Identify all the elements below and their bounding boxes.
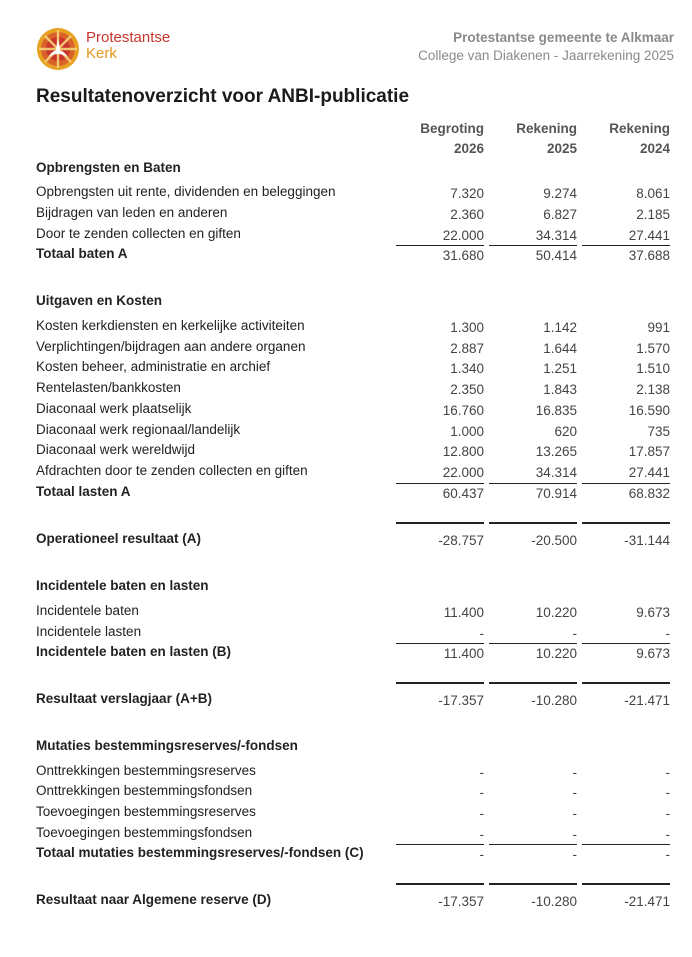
cell-value: -17.357: [438, 693, 484, 708]
cell-value: 27.441: [628, 228, 670, 243]
row-label: Afdrachten door te zenden collecten en giften: [36, 463, 308, 478]
protestantse-kerk-logo: [36, 27, 80, 71]
cell-value: 13.265: [535, 444, 577, 459]
cell-value: 1.644: [543, 341, 577, 356]
cell-value: -31.144: [624, 533, 670, 548]
cell-value: 735: [647, 424, 670, 439]
document-subtitle: College van Diakenen - Jaarrekening 2025: [418, 48, 674, 63]
cell-value: 1.251: [543, 361, 577, 376]
cell-value: -: [665, 827, 670, 842]
cell-value: 16.835: [535, 403, 577, 418]
subtotal-divider: [396, 483, 484, 484]
table-row: [0, 226, 692, 246]
cell-value: 1.843: [543, 382, 577, 397]
cell-value: -: [479, 765, 484, 780]
row-label: Resultaat naar Algemene reserve (D): [36, 892, 272, 907]
cell-value: 16.760: [442, 403, 484, 418]
row-label: Toevoegingen bestemmingsreserves: [36, 804, 256, 819]
subtotal-divider: [396, 844, 484, 845]
cell-value: -10.280: [531, 894, 577, 909]
subtotal-divider: [489, 483, 577, 484]
row-label: Onttrekkingen bestemmingsreserves: [36, 763, 256, 778]
cell-value: -: [572, 765, 577, 780]
total-row: [0, 644, 692, 664]
result-divider: [489, 682, 577, 684]
cell-value: 2.360: [450, 207, 484, 222]
table-row: [0, 401, 692, 421]
cell-value: -: [479, 806, 484, 821]
cell-value: -: [572, 806, 577, 821]
result-row: [0, 691, 692, 711]
cell-value: -: [479, 847, 484, 862]
organisation-name: Protestantse gemeente te Alkmaar: [453, 30, 674, 45]
section-heading: [0, 293, 692, 313]
cell-value: 12.800: [442, 444, 484, 459]
table-row: [0, 318, 692, 338]
table-row: [0, 380, 692, 400]
result-divider: [396, 522, 484, 524]
table-row: [0, 442, 692, 462]
subtotal-divider: [396, 245, 484, 246]
document-header: [418, 29, 674, 65]
logo-wordmark: [86, 30, 170, 62]
column-header-line: Begroting: [420, 121, 484, 136]
section-heading: [0, 160, 692, 180]
table-row: [0, 339, 692, 359]
table-row: [0, 359, 692, 379]
row-label: Kosten beheer, administratie en archief: [36, 359, 271, 374]
row-label: Incidentele lasten: [36, 624, 142, 639]
cell-value: -10.280: [531, 693, 577, 708]
cell-value: 60.437: [442, 486, 484, 501]
cell-value: -: [572, 827, 577, 842]
cell-value: 1.000: [450, 424, 484, 439]
cell-value: 22.000: [442, 228, 484, 243]
cell-value: 8.061: [636, 186, 670, 201]
page-title: Resultatenoverzicht voor ANBI-publicatie: [36, 86, 410, 107]
row-label: Incidentele baten: [36, 603, 139, 618]
result-divider: [489, 883, 577, 885]
cell-value: -21.471: [624, 693, 670, 708]
section-heading: [0, 738, 692, 758]
column-header-begroting-2026: [396, 119, 484, 159]
cell-value: 620: [554, 424, 577, 439]
cell-value: -20.500: [531, 533, 577, 548]
cell-value: 1.340: [450, 361, 484, 376]
cell-value: -: [665, 626, 670, 641]
logo-line-1: Protestantse: [86, 29, 171, 46]
cell-value: -21.471: [624, 894, 670, 909]
cell-value: -: [665, 765, 670, 780]
cell-value: -28.757: [438, 533, 484, 548]
result-divider: [582, 682, 670, 684]
row-label: Mutaties bestemmingsreserves/-fondsen: [36, 738, 298, 753]
subtotal-divider: [489, 643, 577, 644]
subtotal-divider: [489, 844, 577, 845]
table-row: [0, 603, 692, 623]
cell-value: -: [479, 626, 484, 641]
row-label: Resultaat verslagjaar (A+B): [36, 691, 212, 706]
cell-value: -: [572, 785, 577, 800]
cell-value: 27.441: [628, 465, 670, 480]
table-row: [0, 422, 692, 442]
column-header-year: 2025: [546, 141, 577, 156]
section-heading: [0, 578, 692, 598]
cell-value: 17.857: [628, 444, 670, 459]
table-row: [0, 463, 692, 483]
result-divider: [396, 682, 484, 684]
cell-value: -: [479, 785, 484, 800]
column-header-line: Rekening: [609, 121, 670, 136]
total-row: [0, 246, 692, 266]
table-row: [0, 205, 692, 225]
cell-value: 70.914: [535, 486, 577, 501]
result-divider: [489, 522, 577, 524]
cell-value: 9.673: [636, 605, 670, 620]
row-label: Verplichtingen/bijdragen aan andere organen: [36, 339, 306, 354]
cell-value: 1.142: [543, 320, 577, 335]
cell-value: 10.220: [535, 605, 577, 620]
row-label: Diaconaal werk wereldwijd: [36, 442, 196, 457]
logo-line-2: Kerk: [86, 45, 117, 62]
column-header-line: Rekening: [516, 121, 577, 136]
row-label: Diaconaal werk plaatselijk: [36, 401, 192, 416]
table-row: [0, 184, 692, 204]
cell-value: -17.357: [438, 894, 484, 909]
subtotal-divider: [582, 245, 670, 246]
cell-value: 34.314: [535, 228, 577, 243]
row-label: Incidentele baten en lasten: [36, 578, 209, 593]
column-header-rekening-2025: [489, 119, 577, 159]
cell-value: -: [665, 806, 670, 821]
cell-value: 7.320: [450, 186, 484, 201]
row-label: Rentelasten/bankkosten: [36, 380, 181, 395]
cell-value: 31.680: [442, 248, 484, 263]
subtotal-divider: [396, 643, 484, 644]
cell-value: 2.887: [450, 341, 484, 356]
cell-value: 6.827: [543, 207, 577, 222]
table-row: [0, 783, 692, 803]
row-label: Onttrekkingen bestemmingsfondsen: [36, 783, 253, 798]
cell-value: 9.274: [543, 186, 577, 201]
table-row: [0, 804, 692, 824]
cell-value: 2.185: [636, 207, 670, 222]
cell-value: 50.414: [535, 248, 577, 263]
cell-value: 68.832: [628, 486, 670, 501]
total-row: [0, 484, 692, 504]
row-label: Toevoegingen bestemmingsfondsen: [36, 825, 253, 840]
cell-value: 11.400: [443, 605, 484, 620]
cell-value: 1.300: [450, 320, 484, 335]
table-row: [0, 825, 692, 845]
row-label: Bijdragen van leden en anderen: [36, 205, 228, 220]
cell-value: 1.510: [636, 361, 670, 376]
row-label: Opbrengsten uit rente, dividenden en beleggingen: [36, 184, 336, 199]
subtotal-divider: [582, 844, 670, 845]
cell-value: 16.590: [628, 403, 670, 418]
cell-value: -: [572, 847, 577, 862]
result-row: [0, 892, 692, 912]
row-label: Opbrengsten en Baten: [36, 160, 181, 175]
cell-value: 2.138: [636, 382, 670, 397]
table-row: [0, 763, 692, 783]
cell-value: -: [479, 827, 484, 842]
cell-value: -: [665, 785, 670, 800]
cell-value: 991: [647, 320, 670, 335]
row-label: Totaal baten A: [36, 246, 128, 261]
cell-value: 37.688: [628, 248, 670, 263]
column-header-year: 2024: [639, 141, 670, 156]
row-label: Operationeel resultaat (A): [36, 531, 202, 546]
cell-value: -: [665, 847, 670, 862]
cell-value: 11.400: [443, 646, 484, 661]
cell-value: 34.314: [535, 465, 577, 480]
column-header-year: 2026: [453, 141, 484, 156]
cell-value: 9.673: [636, 646, 670, 661]
cell-value: 22.000: [442, 465, 484, 480]
subtotal-divider: [582, 483, 670, 484]
subtotal-divider: [489, 245, 577, 246]
total-row: [0, 845, 692, 865]
row-label: Kosten kerkdiensten en kerkelijke activiteiten: [36, 318, 305, 333]
table-row: [0, 624, 692, 644]
cell-value: 1.570: [636, 341, 670, 356]
row-label: Totaal lasten A: [36, 484, 131, 499]
row-label: Totaal mutaties bestemmingsreserves/-fondsen (C): [36, 845, 364, 860]
result-divider: [582, 883, 670, 885]
row-label: Door te zenden collecten en giften: [36, 226, 241, 241]
cell-value: 10.220: [535, 646, 577, 661]
column-header-rekening-2024: [582, 119, 670, 159]
result-row: [0, 531, 692, 551]
subtotal-divider: [582, 643, 670, 644]
row-label: Uitgaven en Kosten: [36, 293, 163, 308]
result-divider: [396, 883, 484, 885]
cell-value: -: [572, 626, 577, 641]
result-divider: [582, 522, 670, 524]
cell-value: 2.350: [450, 382, 484, 397]
row-label: Incidentele baten en lasten (B): [36, 644, 232, 659]
row-label: Diaconaal werk regionaal/landelijk: [36, 422, 241, 437]
